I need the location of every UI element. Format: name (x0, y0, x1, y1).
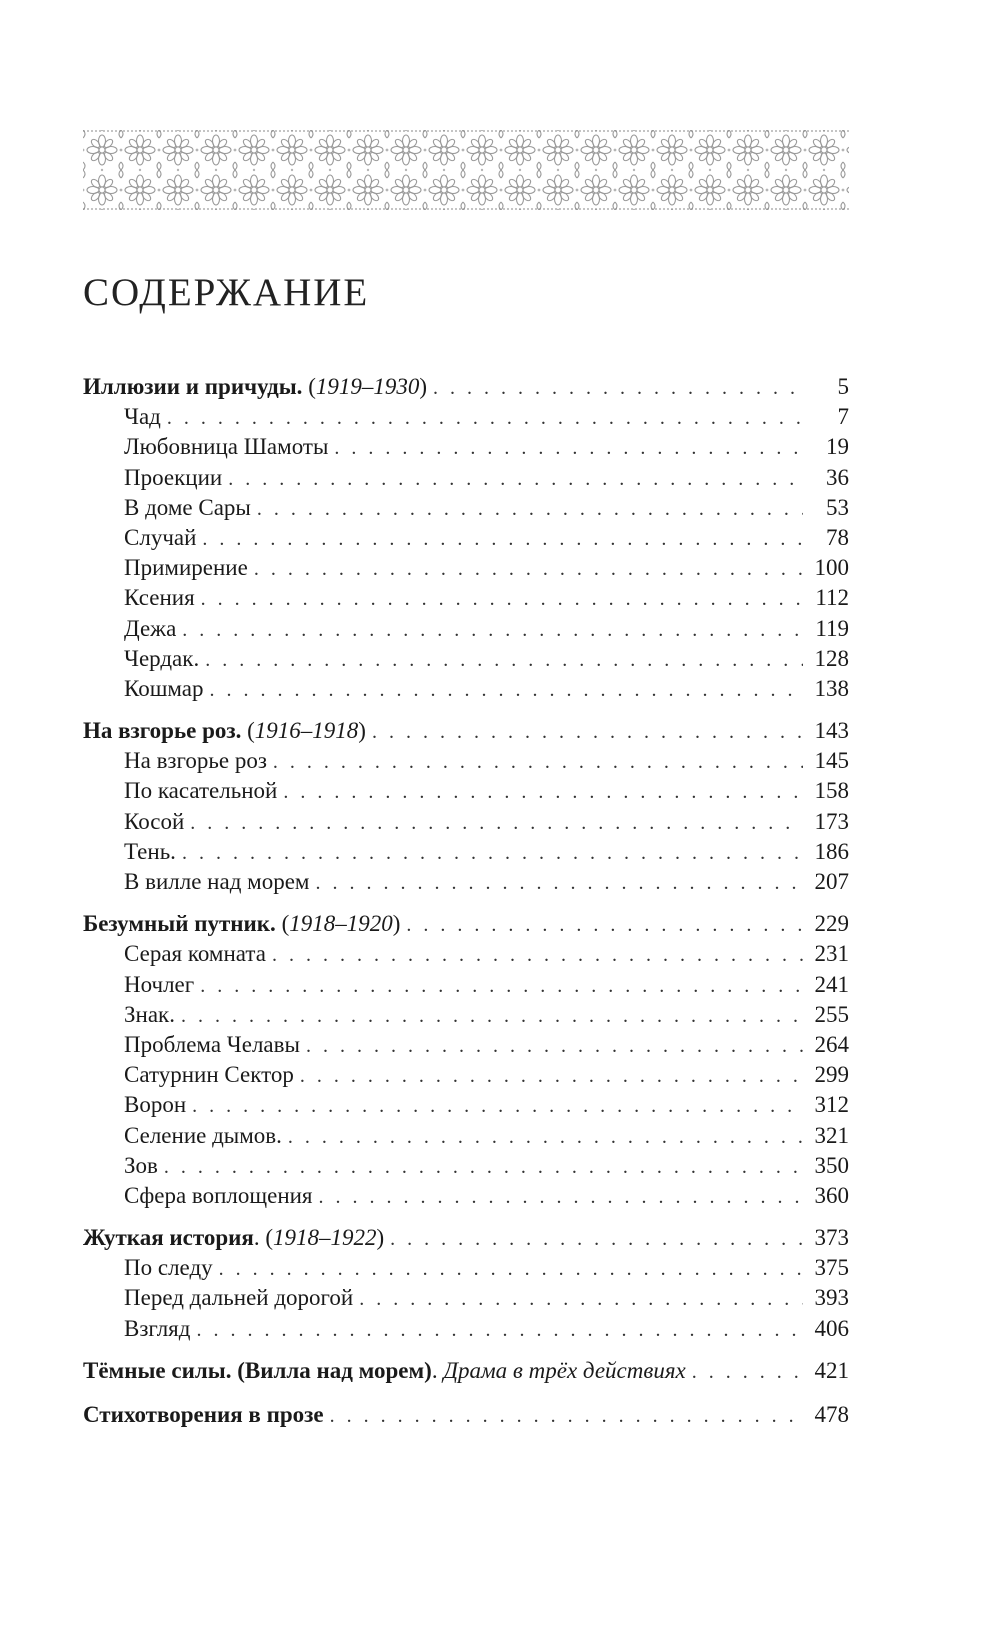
toc-section-title: На взгорье роз. (1916–1918) (83, 718, 366, 744)
toc-entry-title: Ксения (124, 585, 195, 611)
toc-leader-dots (390, 1224, 803, 1254)
toc-entry-title: На взгорье роз (124, 748, 267, 774)
toc-page-number: 7 (837, 404, 849, 430)
toc-entry[interactable] (83, 1060, 849, 1090)
toc-entry[interactable] (83, 776, 849, 806)
toc-entry[interactable] (83, 553, 849, 583)
toc-section-title: Стихотворения в прозе (83, 1402, 324, 1427)
toc-page-number: 143 (814, 718, 849, 744)
toc-leader-dots (210, 675, 803, 705)
toc-entry-title: Дежа (124, 615, 177, 641)
toc-page-number: 375 (814, 1255, 849, 1281)
toc-page-number: 231 (814, 941, 849, 967)
toc-entry-title: Взгляд (124, 1315, 191, 1341)
toc-page-number: 478 (814, 1402, 849, 1427)
toc-page-number: 119 (815, 615, 849, 641)
toc-leader-dots (228, 464, 803, 494)
toc-entry-title: В вилле над морем (124, 869, 310, 894)
toc-entry-title: Серая комната (124, 941, 266, 967)
toc-entry-title: Косой (124, 808, 185, 834)
toc-section-mad-wanderer (83, 909, 849, 1211)
toc-leader-dots (315, 868, 803, 898)
toc-entry-title: Примирение (124, 555, 248, 581)
table-of-contents (83, 372, 849, 1442)
toc-page-number: 421 (814, 1357, 849, 1383)
toc-page-number: 264 (814, 1031, 849, 1057)
toc-page-number: 393 (814, 1285, 849, 1311)
toc-entry[interactable] (83, 1000, 849, 1030)
toc-page-number: 321 (814, 1122, 849, 1148)
toc-section-eerie-story (83, 1223, 849, 1344)
toc-entry[interactable] (83, 837, 849, 867)
toc-entry-title: Проекции (124, 464, 223, 490)
toc-entry[interactable] (83, 644, 849, 674)
toc-section-dates: 1918–1920 (289, 911, 393, 937)
toc-leader-dots (319, 1182, 803, 1212)
toc-section-heading[interactable] (83, 1356, 849, 1386)
toc-page-number: 128 (814, 645, 849, 671)
toc-leader-dots (200, 971, 803, 1001)
toc-page-number: 350 (814, 1152, 849, 1178)
toc-page-number: 53 (826, 494, 849, 520)
toc-section-title: Жуткая история. (1918–1922) (83, 1225, 385, 1251)
toc-leader-dots (190, 808, 803, 838)
toc-entry[interactable] (83, 1090, 849, 1120)
toc-page-number: 360 (814, 1182, 849, 1208)
toc-page-number: 138 (814, 675, 849, 701)
toc-leader-dots (202, 524, 803, 554)
toc-entry[interactable] (83, 674, 849, 704)
toc-section-drama (83, 1356, 849, 1386)
toc-section-illusions (83, 372, 849, 704)
toc-leader-dots (359, 1284, 803, 1314)
toc-entry[interactable] (83, 432, 849, 462)
toc-entry[interactable] (83, 1030, 849, 1060)
toc-page-number: 299 (814, 1062, 849, 1088)
toc-entry[interactable] (83, 746, 849, 776)
toc-entry[interactable] (83, 1314, 849, 1344)
toc-leader-dots (288, 1122, 803, 1152)
toc-leader-dots (167, 403, 803, 433)
toc-entry[interactable] (83, 970, 849, 1000)
toc-leader-dots (196, 1315, 803, 1345)
toc-leader-dots (283, 777, 803, 807)
toc-page-number: 373 (814, 1225, 849, 1251)
toc-section-subtitle: Драма в трёх действиях (443, 1357, 686, 1383)
toc-entry[interactable] (83, 493, 849, 523)
toc-entry[interactable] (83, 523, 849, 553)
toc-entry-title: Кошмар (124, 675, 204, 701)
toc-page-number: 406 (814, 1315, 849, 1341)
toc-entry-title: Проблема Челавы (124, 1031, 300, 1057)
toc-section-title: Тёмные силы. (Вилла над морем). Драма в трёх действиях (83, 1357, 686, 1383)
toc-entry[interactable] (83, 1121, 849, 1151)
toc-entry-title: По касательной (124, 778, 278, 804)
toc-page-number: 145 (814, 748, 849, 774)
toc-leader-dots (254, 554, 803, 584)
toc-page-number: 36 (826, 464, 849, 490)
toc-entry-title: Перед дальней дорогой (124, 1285, 354, 1311)
toc-leader-dots (192, 1091, 803, 1121)
toc-leader-dots (181, 1001, 803, 1031)
toc-entry-title: Тень. (124, 838, 176, 864)
toc-entry[interactable] (83, 867, 849, 897)
toc-entry-title: Ворон (124, 1092, 187, 1118)
toc-page-number: 229 (814, 911, 849, 937)
toc-entry-title: Знак. (124, 1001, 175, 1027)
toc-entry-title: Случай (124, 524, 197, 550)
toc-entry-title: В доме Сары (124, 494, 251, 520)
toc-page-number: 78 (826, 524, 849, 550)
toc-entry-title: Ночлег (124, 971, 195, 997)
toc-entry-title: Любовница Шамоты (124, 434, 329, 460)
toc-entry-title: Чад (124, 404, 161, 430)
toc-section-rose-hill (83, 716, 849, 897)
toc-page-number: 100 (814, 555, 849, 581)
toc-page-number: 158 (814, 778, 849, 804)
toc-entry[interactable] (83, 463, 849, 493)
toc-entry-title: Селение дымов. (124, 1122, 282, 1148)
toc-section-title: Безумный путник. (1918–1920) (83, 911, 401, 937)
toc-leader-dots (219, 1254, 803, 1284)
toc-leader-dots (692, 1357, 803, 1387)
toc-entry[interactable] (83, 939, 849, 969)
toc-leader-dots (272, 940, 803, 970)
toc-entry[interactable] (83, 614, 849, 644)
toc-leader-dots (273, 747, 803, 777)
toc-section-dates: 1919–1930 (315, 374, 420, 399)
toc-section-heading[interactable] (83, 716, 849, 746)
toc-entry[interactable] (83, 1253, 849, 1283)
toc-leader-dots (306, 1031, 803, 1061)
toc-leader-dots (433, 373, 803, 403)
toc-page-number: 112 (815, 585, 849, 611)
toc-entry[interactable] (83, 583, 849, 613)
toc-leader-dots (201, 584, 803, 614)
toc-leader-dots (257, 494, 803, 524)
toc-page-number: 207 (814, 869, 849, 894)
toc-entry-title: Сфера воплощения (124, 1182, 313, 1208)
toc-section-heading[interactable] (83, 1223, 849, 1253)
toc-entry[interactable] (83, 1181, 849, 1211)
toc-entry-title: Зов (124, 1152, 158, 1178)
toc-entry[interactable] (83, 1151, 849, 1181)
toc-page-number: 19 (826, 434, 849, 460)
toc-page-number: 186 (814, 838, 849, 864)
toc-entry-title: По следу (124, 1255, 213, 1281)
toc-entry-title: Сатурнин Сектор (124, 1062, 294, 1088)
toc-entry[interactable] (83, 402, 849, 432)
lace-ornament-border (83, 130, 849, 210)
toc-leader-dots (334, 433, 803, 463)
toc-entry[interactable] (83, 807, 849, 837)
toc-section-heading[interactable] (83, 1400, 849, 1430)
toc-leader-dots (182, 615, 803, 645)
toc-leader-dots (406, 910, 803, 940)
toc-leader-dots (372, 717, 803, 747)
toc-section-heading[interactable] (83, 909, 849, 939)
toc-leader-dots (205, 645, 803, 675)
toc-leader-dots (164, 1152, 803, 1182)
toc-entry[interactable] (83, 1283, 849, 1313)
page-title: СОДЕРЖАНИЕ (83, 271, 370, 314)
toc-section-dates: 1918–1922 (273, 1225, 377, 1251)
toc-page-number: 173 (814, 808, 849, 834)
toc-section-prose-poems (83, 1400, 849, 1430)
toc-page-number: 312 (814, 1092, 849, 1118)
toc-section-title: Иллюзии и причуды. (1919–1930) (83, 374, 428, 399)
toc-leader-dots (182, 838, 803, 868)
toc-entry-title: Чердак. (124, 645, 200, 671)
toc-page-number: 241 (814, 971, 849, 997)
toc-page-number: 5 (837, 374, 849, 399)
toc-page-number: 255 (814, 1001, 849, 1027)
toc-section-heading[interactable] (83, 372, 849, 402)
toc-leader-dots (330, 1401, 803, 1431)
toc-leader-dots (300, 1061, 803, 1091)
toc-section-dates: 1916–1918 (254, 718, 359, 744)
